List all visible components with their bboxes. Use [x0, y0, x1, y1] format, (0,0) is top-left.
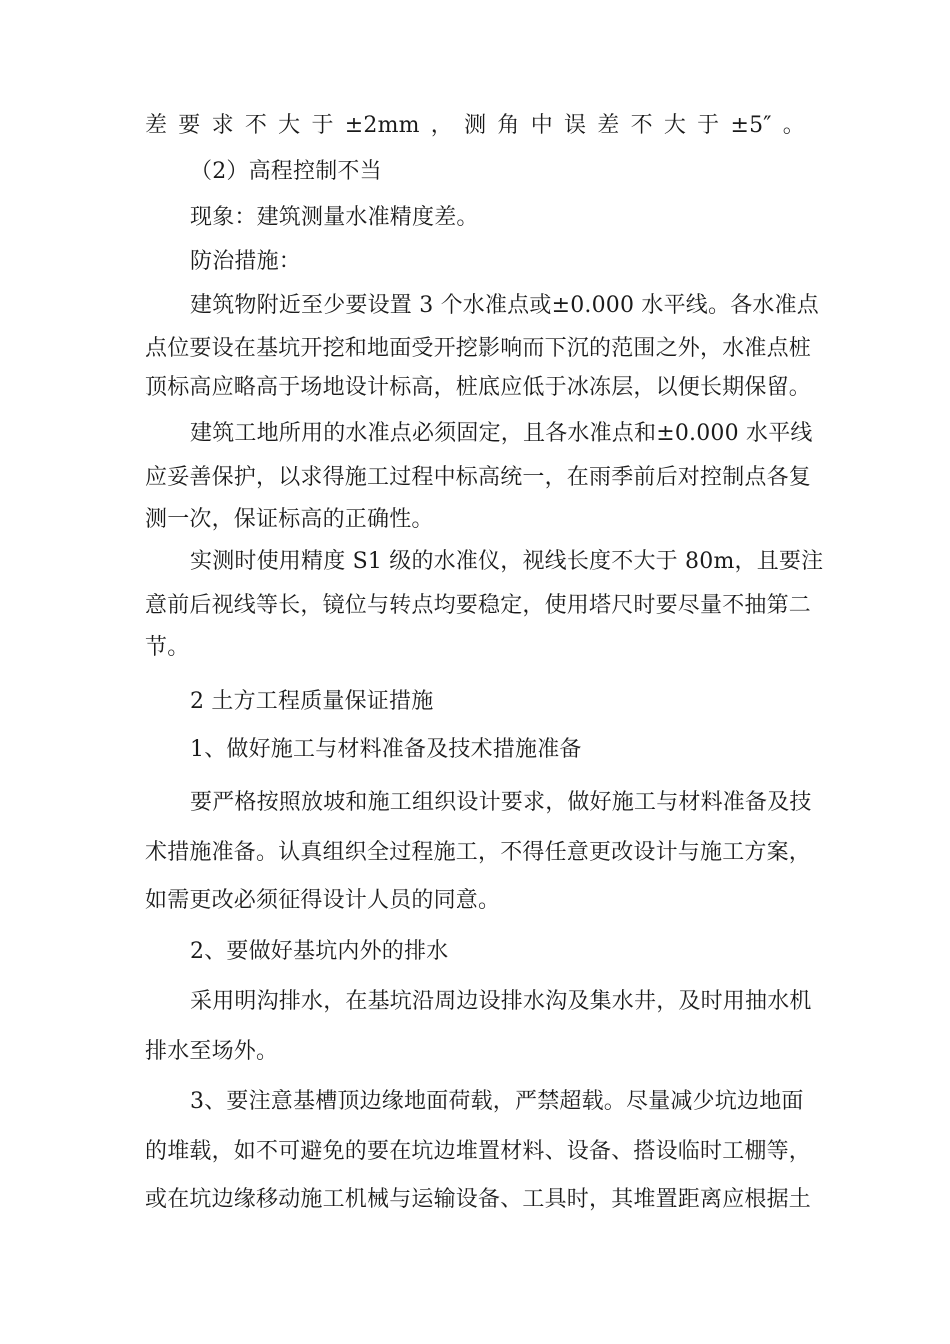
text-line: 采用明沟排水，在基坑沿周边设排水沟及集水井，及时用抽水机 [190, 989, 812, 1014]
text-line: 防治措施： [190, 249, 302, 274]
section-heading: （2）高程控制不当 [190, 159, 382, 184]
text-line: 实测时使用精度 S1 级的水准仪，视线长度不大于 80m，且要注 [190, 549, 824, 574]
text-line: 的堆载，如不可避免的要在坑边堆置材料、设备、搭设临时工棚等， [145, 1139, 812, 1164]
text-line: 点位要设在基坑开挖和地面受开挖影响而下沉的范围之外，水准点桩 [145, 336, 812, 361]
text-line: 排水至场外。 [145, 1039, 279, 1064]
text-line: 要严格按照放坡和施工组织设计要求，做好施工与材料准备及技 [190, 790, 812, 815]
section-heading: 1、做好施工与材料准备及技术措施准备 [190, 737, 582, 762]
text-line: 顶标高应略高于场地设计标高，桩底应低于冰冻层，以便长期保留。 [145, 375, 812, 400]
text-line: 意前后视线等长，镜位与转点均要稳定，使用塔尺时要尽量不抽第二 [145, 593, 812, 618]
text-line: 如需更改必须征得设计人员的同意。 [145, 888, 501, 913]
text-line: 测一次，保证标高的正确性。 [145, 507, 434, 532]
text-line: 建筑物附近至少要设置 3 个水准点或±0.000 水平线。各水准点 [190, 293, 819, 318]
text-line: 或在坑边缘移动施工机械与运输设备、工具时，其堆置距离应根据土 [145, 1187, 812, 1212]
text-line: 节。 [145, 635, 190, 660]
section-heading: 2 土方工程质量保证措施 [190, 689, 434, 714]
text-line: 应妥善保护，以求得施工过程中标高统一，在雨季前后对控制点各复 [145, 465, 812, 490]
section-heading: 2、要做好基坑内外的排水 [190, 939, 449, 964]
text-line: 术措施准备。认真组织全过程施工，不得任意更改设计与施工方案， [145, 840, 812, 865]
text-line: 差要求不大于±2mm，测角中误差不大于±5″。 [145, 113, 805, 138]
text-line: 现象：建筑测量水准精度差。 [190, 205, 479, 230]
text-line: 建筑工地所用的水准点必须固定，且各水准点和±0.000 水平线 [190, 421, 813, 446]
text-line: 3、要注意基槽顶边缘地面荷载，严禁超载。尽量减少坑边地面 [190, 1089, 804, 1114]
